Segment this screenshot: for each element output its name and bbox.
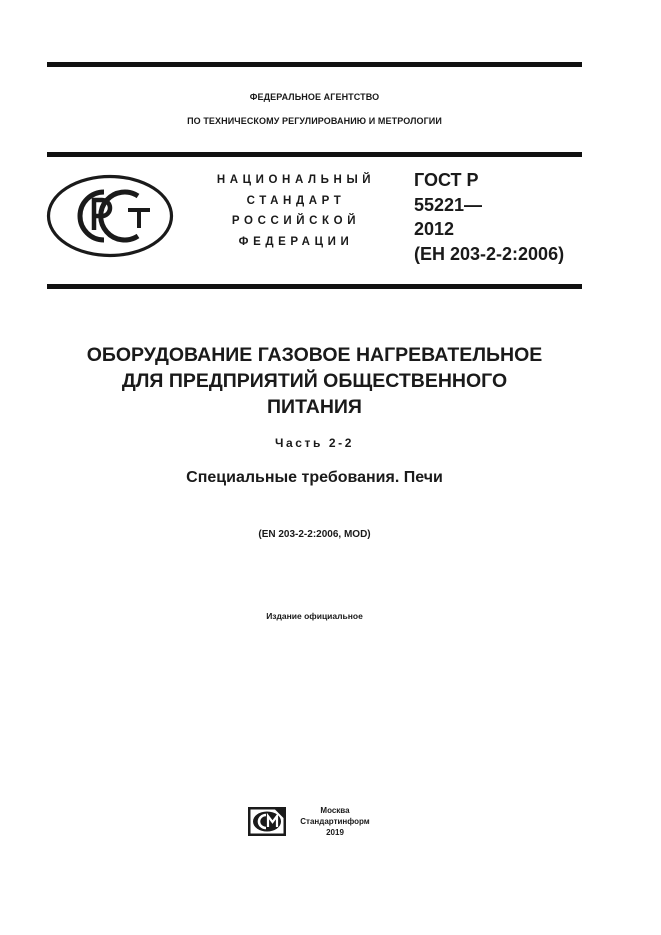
gost-r-logo-icon bbox=[46, 174, 174, 258]
national-standard-line: РОССИЙСКОЙ bbox=[231, 215, 361, 227]
standard-block-divider bbox=[47, 284, 582, 289]
designation-line: (ЕН 203-2-2:2006) bbox=[414, 243, 565, 264]
agency-line-2: ПО ТЕХНИЧЕСКОМУ РЕГУЛИРОВАНИЮ И МЕТРОЛОГИИ bbox=[187, 116, 442, 126]
designation-line: 55221— bbox=[414, 194, 483, 215]
standartinform-logo-icon bbox=[247, 806, 287, 837]
designation-line: 2012 bbox=[414, 219, 455, 239]
title-line: ПИТАНИЯ bbox=[267, 396, 362, 418]
document-title bbox=[40, 342, 589, 420]
imprint-city: Москва bbox=[320, 806, 350, 815]
imprint-publisher: Стандартинформ bbox=[300, 817, 370, 826]
equivalence-reference: (EN 203-2-2:2006, MOD) bbox=[258, 529, 371, 540]
designation-line: ГОСТ Р bbox=[414, 170, 479, 190]
standard-designation bbox=[414, 168, 594, 266]
national-standard-label bbox=[196, 170, 396, 252]
top-rule bbox=[47, 62, 582, 67]
document-subtitle: Специальные требования. Печи bbox=[186, 469, 443, 486]
part-number: Часть 2-2 bbox=[274, 436, 355, 450]
edition-label: Издание официальное bbox=[266, 611, 363, 621]
national-standard-line: СТАНДАРТ bbox=[246, 194, 346, 207]
imprint-year: 2019 bbox=[326, 828, 344, 837]
national-standard-line: НАЦИОНАЛЬНЫЙ bbox=[216, 174, 376, 186]
header-divider bbox=[47, 152, 582, 157]
agency-line-1: ФЕДЕРАЛЬНОЕ АГЕНТСТВО bbox=[249, 92, 380, 102]
title-line: ОБОРУДОВАНИЕ ГАЗОВОЕ НАГРЕВАТЕЛЬНОЕ bbox=[86, 344, 543, 366]
publisher-imprint bbox=[295, 805, 375, 838]
title-line: ДЛЯ ПРЕДПРИЯТИЙ ОБЩЕСТВЕННОГО bbox=[121, 370, 508, 392]
national-standard-line: ФЕДЕРАЦИИ bbox=[238, 235, 354, 248]
